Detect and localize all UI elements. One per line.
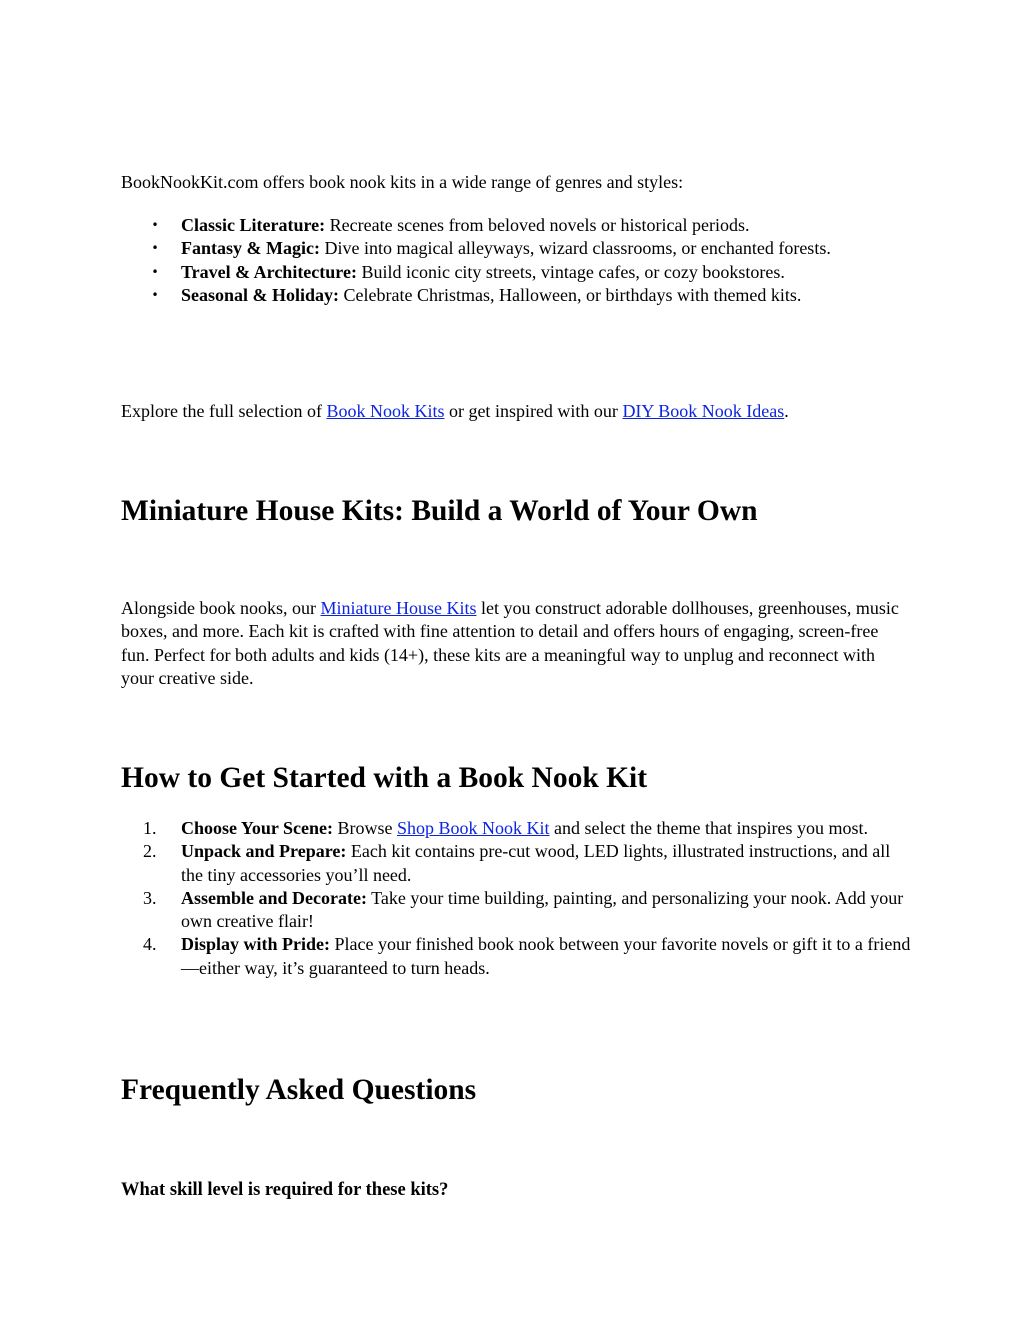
step-description: Each kit contains pre-cut wood, LED lights, illustrated instructions, and all the tiny accessories you’ll need. <box>181 841 891 885</box>
miniature-text-before: Alongside book nooks, our <box>121 598 321 618</box>
list-item-classic-literature <box>121 214 911 237</box>
genre-title: Fantasy & Magic: <box>181 238 320 259</box>
genre-description: Build iconic city streets, vintage cafes, or cozy bookstores. <box>356 261 785 282</box>
step-number: 3. <box>143 887 157 908</box>
step-title: Unpack and Prepare: <box>181 841 347 862</box>
step-number: 1. <box>143 818 157 838</box>
faq-question-skill-level: What skill level is required for these kits? <box>121 1180 449 1200</box>
miniature-heading-block <box>121 494 911 528</box>
miniature-text-after: let you construct adorable dollhouses, greenhouses, music boxes, and more. Each kit is crafted with fine attention to detail and offers hours of engaging, screen-free fun. Perfect for both adults and kids (14+), these kits are a meaningful way to unplug and reconnect with your creative side. <box>121 598 899 688</box>
intro-paragraph-block <box>121 171 911 194</box>
faq-heading-block <box>121 1073 911 1107</box>
getting-started-heading-block <box>121 761 911 795</box>
step-title: Assemble and Decorate: <box>181 887 367 908</box>
bullet-icon: • <box>151 264 159 279</box>
genre-title: Seasonal & Holiday: <box>181 284 340 305</box>
genre-description: Recreate scenes from beloved novels or historical periods. <box>325 215 750 235</box>
bullet-icon: • <box>151 287 159 302</box>
list-item-fantasy-magic <box>121 237 911 260</box>
step-title: Display with Pride: <box>181 934 331 955</box>
getting-started-heading: How to Get Started with a Book Nook Kit <box>121 762 648 794</box>
list-item-travel-architecture <box>121 261 911 284</box>
explore-text-before: Explore the full selection of <box>121 401 327 421</box>
step-text-before: Browse <box>333 818 397 838</box>
step-description: Take your time building, painting, and personalizing your nook. Add your own creative flair! <box>181 887 904 932</box>
diy-book-nook-ideas-link[interactable]: DIY Book Nook Ideas <box>622 401 785 421</box>
miniature-paragraph-block <box>121 597 911 690</box>
list-item-step-1 <box>121 817 911 840</box>
miniature-house-kits-heading: Miniature House Kits: Build a World of Your Own <box>121 495 758 527</box>
step-text-after: and select the theme that inspires you most. <box>549 818 868 838</box>
genre-title: Classic Literature: <box>181 215 326 235</box>
miniature-house-kits-link[interactable]: Miniature House Kits <box>320 598 477 618</box>
genre-title: Travel & Architecture: <box>181 261 357 282</box>
explore-text-after: . <box>784 401 789 421</box>
list-item-step-4 <box>121 933 911 980</box>
genre-list-block <box>121 214 911 307</box>
bullet-icon: • <box>151 218 159 232</box>
intro-paragraph: BookNookKit.com offers book nook kits in a wide range of genres and styles: <box>121 172 684 192</box>
faq-heading: Frequently Asked Questions <box>121 1074 477 1106</box>
genre-description: Celebrate Christmas, Halloween, or birthdays with themed kits. <box>339 284 802 305</box>
faq-question-block <box>121 1179 911 1202</box>
step-number: 4. <box>143 934 157 955</box>
list-item-step-2 <box>121 840 911 887</box>
list-item-seasonal-holiday <box>121 284 911 307</box>
explore-text-middle: or get inspired with our <box>444 401 623 421</box>
bullet-icon: • <box>151 241 159 256</box>
book-nook-kits-link[interactable]: Book Nook Kits <box>326 401 445 421</box>
explore-paragraph-block <box>121 400 911 423</box>
explore-paragraph <box>121 400 911 423</box>
steps-list-block <box>121 817 911 980</box>
step-description: Place your finished book nook between your favorite novels or gift it to a friend—either way, it’s guaranteed to turn heads. <box>181 934 911 978</box>
miniature-paragraph <box>121 597 911 690</box>
shop-book-nook-kit-link[interactable]: Shop Book Nook Kit <box>397 818 550 838</box>
genre-list <box>121 214 911 307</box>
step-title: Choose Your Scene: <box>181 818 333 838</box>
genre-description: Dive into magical alleyways, wizard classrooms, or enchanted forests. <box>319 238 831 259</box>
steps-list <box>121 817 911 980</box>
list-item-step-3 <box>121 887 911 934</box>
step-number: 2. <box>143 841 157 862</box>
